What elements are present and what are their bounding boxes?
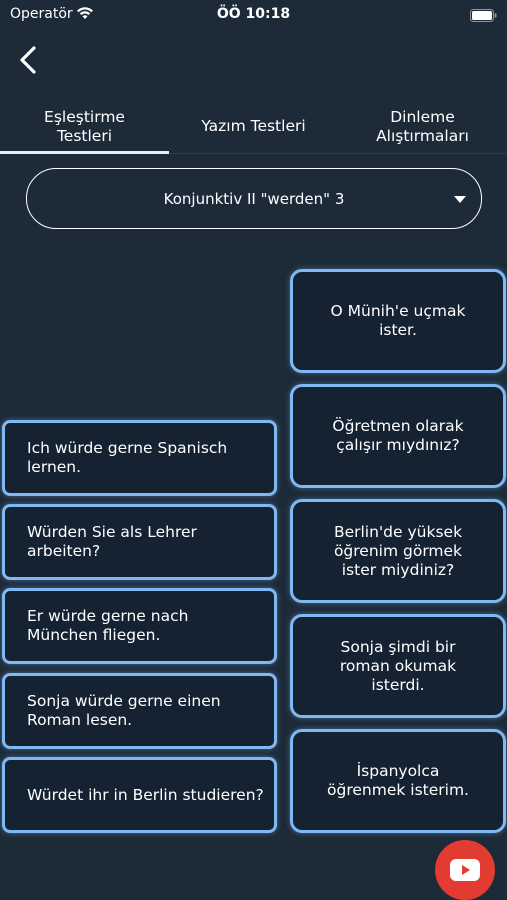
match-card-german[interactable] [2, 673, 277, 749]
status-time: ÖÖ 10:18 [216, 6, 291, 22]
match-card-turkish[interactable] [290, 269, 506, 373]
youtube-icon [450, 859, 480, 881]
match-card-german[interactable] [2, 757, 277, 833]
caret-down-icon [453, 195, 467, 204]
card-text: Sonja würde gerne einen Roman lesen. [27, 692, 221, 729]
card-text: Würdet ihr in Berlin studieren? [27, 785, 264, 804]
tab-listening-exercises[interactable]: Dinleme Alıştırmaları [376, 107, 469, 145]
dropdown-selected-value: Konjunktiv II "werden" 3 [163, 189, 345, 208]
match-card-turkish[interactable] [290, 384, 506, 488]
card-text: Sonja şimdi bir roman okumak isterdi. [339, 637, 457, 694]
match-card-german[interactable] [2, 420, 277, 496]
card-text: Er würde gerne nach München fliegen. [27, 607, 189, 644]
carrier-label: Operatör [10, 6, 73, 22]
card-text: Ich würde gerne Spanisch lernen. [27, 439, 228, 476]
card-text: Würden Sie als Lehrer arbeiten? [27, 523, 197, 560]
match-card-turkish[interactable] [290, 729, 506, 833]
status-bar [0, 0, 507, 30]
match-card-german[interactable] [2, 588, 277, 664]
card-text: Berlin'de yüksek öğrenim görmek ister miydiniz? [333, 522, 463, 579]
youtube-button[interactable] [435, 840, 495, 900]
card-text: Öğretmen olarak çalışır mıydınız? [332, 417, 464, 454]
chevron-left-icon [16, 44, 44, 76]
tab-matching-tests[interactable]: Eşleştirme Testleri [0, 100, 169, 153]
card-text: İspanyolca öğrenmek isterim. [327, 762, 469, 799]
tab-bar [0, 100, 507, 154]
card-text: O Münih'e uçmak ister. [330, 302, 466, 339]
match-card-german[interactable] [2, 504, 277, 580]
match-card-turkish[interactable] [290, 499, 506, 603]
back-button[interactable] [16, 44, 44, 76]
lesson-dropdown[interactable] [26, 168, 482, 229]
tab-writing-tests[interactable]: Yazım Testleri [201, 117, 306, 135]
battery-icon [470, 7, 497, 26]
match-card-turkish[interactable] [290, 614, 506, 718]
